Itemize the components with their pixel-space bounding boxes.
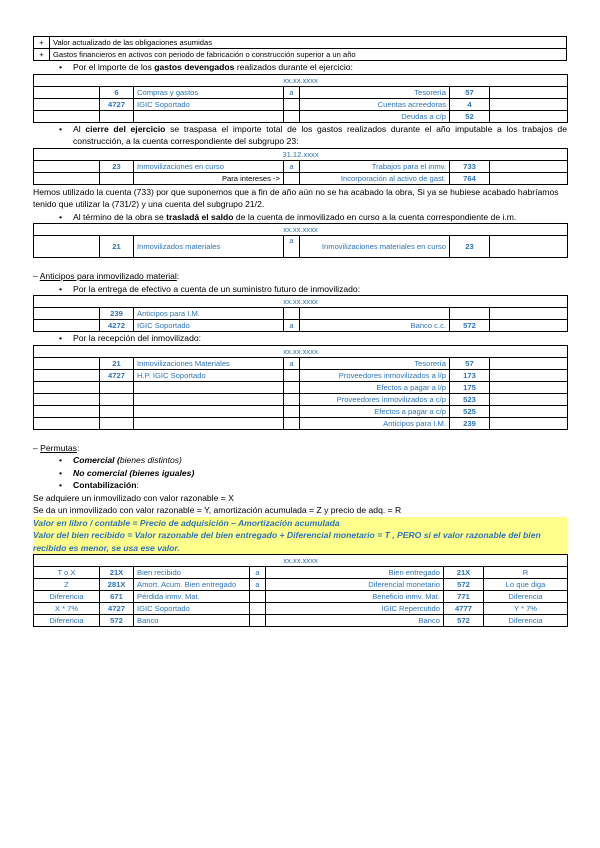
a-cell xyxy=(284,172,300,184)
credit-code-cell: 175 xyxy=(450,381,490,393)
debit-code-cell: 281X xyxy=(100,579,134,591)
a-cell: a xyxy=(284,357,300,369)
bullet-contabilizacion: • Contabilización: xyxy=(33,479,567,492)
left-blank-cell xyxy=(34,320,100,332)
a-cell xyxy=(284,369,300,381)
left-value-cell: Diferencia xyxy=(34,615,100,627)
debit-name-cell xyxy=(134,381,284,393)
a-cell xyxy=(250,591,266,603)
debit-name-cell: Compras y gastos xyxy=(134,86,284,98)
credit-name-cell: Beneficio inmv. Mat. xyxy=(266,591,444,603)
a-cell xyxy=(284,417,300,429)
table-header-row xyxy=(34,555,568,567)
debit-code-cell: 4727 xyxy=(100,603,134,615)
document-page xyxy=(33,36,567,627)
a-cell xyxy=(284,381,300,393)
date-cell: xx.xx.xxxx xyxy=(34,296,568,308)
debit-name-cell: Amort. Acum. Bien entregado xyxy=(134,579,250,591)
debit-code-cell: 239 xyxy=(100,308,134,320)
right-blank-cell xyxy=(490,236,568,258)
left-blank-cell xyxy=(34,172,100,184)
table-row xyxy=(34,615,568,627)
credit-name-cell: Banco xyxy=(266,615,444,627)
debit-code-cell: 572 xyxy=(100,615,134,627)
a-cell xyxy=(284,405,300,417)
left-blank-cell xyxy=(34,98,100,110)
credit-code-cell: 57 xyxy=(450,357,490,369)
debit-name-cell: Inmovilizaciones en curso xyxy=(134,160,284,172)
table-header-row xyxy=(34,148,568,160)
paragraph-explanation: Hemos utilizado la cuenta (733) por que suponemos que a fin de año aún no se ha acabado la obra, Si ya se hubiese acabado habríamos tenido que utilizar la (731/2) y una cuenta del subgrupo 21/2. xyxy=(33,186,559,209)
table-row xyxy=(34,405,568,417)
credit-name-cell: Incorporación al activo de gast. xyxy=(300,172,450,184)
left-blank-cell xyxy=(34,417,100,429)
right-blank-cell xyxy=(490,369,568,381)
right-blank-cell xyxy=(490,320,568,332)
credit-name-cell: IGIC Repercutido xyxy=(266,603,444,615)
credit-name-cell: Banco c.c. xyxy=(300,320,450,332)
credit-code-cell: 764 xyxy=(450,172,490,184)
ledger-table-2 xyxy=(33,148,568,185)
a-cell xyxy=(284,308,300,320)
credit-code-cell: 173 xyxy=(450,369,490,381)
debit-name-cell: Inmovilizados materiales xyxy=(134,236,284,258)
right-blank-cell xyxy=(490,357,568,369)
bullet-recepcion: • Por la recepción del inmovilizado: xyxy=(33,332,567,345)
bullet-termino-obra: • Al término de la obra se trasladá el saldo de la cuenta de inmovilizado en curso a la cuenta correspondiente de i.m. xyxy=(33,211,567,224)
debit-name-cell: Pérdida inmv. Mat. xyxy=(134,591,250,603)
left-blank-cell xyxy=(34,86,100,98)
left-value-cell: X * 7% xyxy=(34,603,100,615)
debit-name-cell: H.P. IGIC Soportado xyxy=(134,369,284,381)
table-row xyxy=(34,567,568,579)
right-blank-cell xyxy=(490,308,568,320)
debit-name-cell: IGIC Soportado xyxy=(134,320,284,332)
table-row xyxy=(34,110,568,122)
date-cell: xx.xx.xxxx xyxy=(34,224,568,236)
debit-name-cell xyxy=(134,405,284,417)
credit-code-cell: 23 xyxy=(450,236,490,258)
left-blank-cell xyxy=(34,369,100,381)
debit-name-cell: IGIC Soportado xyxy=(134,98,284,110)
credit-name-cell: Efectos a pagar a l/p xyxy=(300,381,450,393)
debit-code-cell: 4727 xyxy=(100,98,134,110)
table-row xyxy=(34,49,567,61)
table-row xyxy=(34,37,567,49)
a-cell xyxy=(284,98,300,110)
bullet-no-comercial: • No comercial (bienes iguales) xyxy=(33,467,567,480)
debit-code-cell xyxy=(100,172,134,184)
sign-cell: + xyxy=(34,49,50,61)
debit-code-cell: 21X xyxy=(100,567,134,579)
credit-name-cell: Deudas a c/p xyxy=(300,110,450,122)
date-cell: xx.xx.xxxx xyxy=(34,555,568,567)
ledger-table-5 xyxy=(33,345,568,430)
left-blank-cell xyxy=(34,236,100,258)
credit-code-cell: 239 xyxy=(450,417,490,429)
debit-code-cell xyxy=(100,381,134,393)
ledger-table-4 xyxy=(33,295,568,332)
table-row xyxy=(34,308,568,320)
credit-name-cell: Proveedores inmovilizados a l/p xyxy=(300,369,450,381)
a-cell: a xyxy=(250,579,266,591)
debit-code-cell: 23 xyxy=(100,160,134,172)
table-header-row xyxy=(34,74,568,86)
credit-name-cell: Proveedores inmovilizados a c/p xyxy=(300,393,450,405)
debit-name-cell xyxy=(134,417,284,429)
credit-code-cell: 523 xyxy=(450,393,490,405)
top-table xyxy=(33,36,567,61)
credit-code-cell: 733 xyxy=(450,160,490,172)
a-cell: a xyxy=(284,320,300,332)
right-blank-cell xyxy=(490,110,568,122)
left-value-cell: Diferencia xyxy=(34,591,100,603)
right-blank-cell xyxy=(490,86,568,98)
credit-name-cell: Efectos a pagar a c/p xyxy=(300,405,450,417)
table-row xyxy=(34,236,568,258)
paragraph-adquiere: Se adquiere un inmovilizado con valor razonable = X xyxy=(33,492,234,503)
table-row xyxy=(34,98,568,110)
text-cell: Gastos financieros en activos con periodo de fabricación o construcción superior a un año xyxy=(50,49,567,61)
debit-name-cell xyxy=(134,110,284,122)
right-value-cell: Y * 7% xyxy=(484,603,568,615)
table-row xyxy=(34,579,568,591)
left-blank-cell xyxy=(34,160,100,172)
a-cell xyxy=(250,615,266,627)
ledger-table-6 xyxy=(33,554,568,627)
right-value-cell: Diferencia xyxy=(484,591,568,603)
a-cell xyxy=(284,110,300,122)
credit-name-cell: Inmovilizaciones materiales en curso xyxy=(300,236,450,258)
credit-code-cell: 771 xyxy=(444,591,484,603)
table-row xyxy=(34,160,568,172)
credit-code-cell: 572 xyxy=(444,615,484,627)
table-row xyxy=(34,417,568,429)
right-blank-cell xyxy=(490,381,568,393)
left-value-cell: Z xyxy=(34,579,100,591)
table-row xyxy=(34,172,568,184)
table-row xyxy=(34,381,568,393)
right-blank-cell xyxy=(490,172,568,184)
debit-name-cell: IGIC Soportado xyxy=(134,603,250,615)
right-blank-cell xyxy=(490,417,568,429)
credit-name-cell: Bien entregado xyxy=(266,567,444,579)
credit-code-cell: 4 xyxy=(450,98,490,110)
credit-code-cell: 525 xyxy=(450,405,490,417)
highlight-valor-recibido: Valor del bien recibido = Valor razonable del bien entregado + Diferencial monetario = T , PERO si el valor razonable del bien recibido es menor, se usa ese valor. xyxy=(33,529,567,554)
right-blank-cell xyxy=(490,405,568,417)
credit-name-cell: Trabajos para el inmv. xyxy=(300,160,450,172)
table-row xyxy=(34,357,568,369)
right-blank-cell xyxy=(490,160,568,172)
section-anticipos: – Anticipos para inmovilizado material: xyxy=(33,271,180,281)
table-row xyxy=(34,86,568,98)
bullet-entrega-efectivo: • Por la entrega de efectivo a cuenta de un suministro futuro de inmovilizado: xyxy=(33,283,567,296)
right-value-cell: R xyxy=(484,567,568,579)
left-blank-cell xyxy=(34,405,100,417)
credit-code-cell: 52 xyxy=(450,110,490,122)
debit-name-cell: Anticipos para I.M. xyxy=(134,308,284,320)
date-cell: xx.xx.xxxx xyxy=(34,74,568,86)
date-cell: 31.12.xxxx xyxy=(34,148,568,160)
credit-code-cell: 4777 xyxy=(444,603,484,615)
a-cell: a xyxy=(250,567,266,579)
credit-name-cell: Anticipos para I.M. xyxy=(300,417,450,429)
bullet-comercial: • Comercial (bienes distintos) xyxy=(33,454,567,467)
text-cell: Valor actualizado de las obligaciones asumidas xyxy=(50,37,567,49)
debit-code-cell xyxy=(100,393,134,405)
credit-name-cell: Cuentas acreedoras xyxy=(300,98,450,110)
debit-code-cell: 671 xyxy=(100,591,134,603)
left-blank-cell xyxy=(34,381,100,393)
debit-name-cell: Bien recibido xyxy=(134,567,250,579)
left-value-cell: T o X xyxy=(34,567,100,579)
table-row xyxy=(34,369,568,381)
a-cell xyxy=(284,393,300,405)
right-blank-cell xyxy=(490,393,568,405)
credit-code-cell: 21X xyxy=(444,567,484,579)
credit-code-cell: 57 xyxy=(450,86,490,98)
a-cell: a xyxy=(284,160,300,172)
credit-code-cell: 572 xyxy=(450,320,490,332)
credit-name-cell xyxy=(300,308,450,320)
credit-name-cell: Tesorería xyxy=(300,86,450,98)
right-value-cell: Diferencia xyxy=(484,615,568,627)
ledger-table-1 xyxy=(33,74,568,123)
debit-name-cell: Inmovilizaciones Materiales xyxy=(134,357,284,369)
bullet-gastos-devengados: • Por el importe de los gastos devengados realizados durante el ejercicio: xyxy=(33,61,567,74)
a-cell: a xyxy=(284,236,300,258)
left-blank-cell xyxy=(34,357,100,369)
left-blank-cell xyxy=(34,110,100,122)
table-row xyxy=(34,591,568,603)
debit-code-cell: 21 xyxy=(100,236,134,258)
table-header-row xyxy=(34,345,568,357)
left-blank-cell xyxy=(34,393,100,405)
date-cell: xx.xx.xxxx xyxy=(34,345,568,357)
section-permutas: – Permutas: xyxy=(33,442,80,453)
debit-name-cell xyxy=(134,393,284,405)
debit-name-cell: Banco xyxy=(134,615,250,627)
table-row xyxy=(34,603,568,615)
debit-code-cell: 4272 xyxy=(100,320,134,332)
right-value-cell: Lo que diga xyxy=(484,579,568,591)
credit-code-cell xyxy=(450,308,490,320)
ledger-table-3 xyxy=(33,223,568,258)
paragraph-entrega: Se da un inmovilizado con valor razonable = Y, amortización acumulada = Z y precio de adq. = R xyxy=(33,505,402,515)
table-header-row xyxy=(34,296,568,308)
debit-code-cell xyxy=(100,405,134,417)
highlight-valor-libro: Valor en libro / contable = Precio de adquisición – Amortización acumulada xyxy=(33,517,567,530)
table-header-row xyxy=(34,224,568,236)
table-row xyxy=(34,320,568,332)
right-blank-cell xyxy=(490,98,568,110)
debit-code-cell: 21 xyxy=(100,357,134,369)
sign-cell: + xyxy=(34,37,50,49)
debit-code-cell: 6 xyxy=(100,86,134,98)
credit-name-cell: Diferencial monetario xyxy=(266,579,444,591)
credit-name-cell: Tesorería xyxy=(300,357,450,369)
bullet-cierre-ejercicio: • Al cierre del ejercicio se traspasa el importe total de los gastos realizados durante el año imputable a los trabajos de construcción, a la cuenta correspondiente del subgrupo 23: xyxy=(33,123,567,148)
debit-code-cell xyxy=(100,417,134,429)
debit-name-cell: Para intereses -> xyxy=(134,172,284,184)
left-blank-cell xyxy=(34,308,100,320)
debit-code-cell xyxy=(100,110,134,122)
a-cell: a xyxy=(284,86,300,98)
table-row xyxy=(34,393,568,405)
credit-code-cell: 572 xyxy=(444,579,484,591)
debit-code-cell: 4727 xyxy=(100,369,134,381)
a-cell xyxy=(250,603,266,615)
